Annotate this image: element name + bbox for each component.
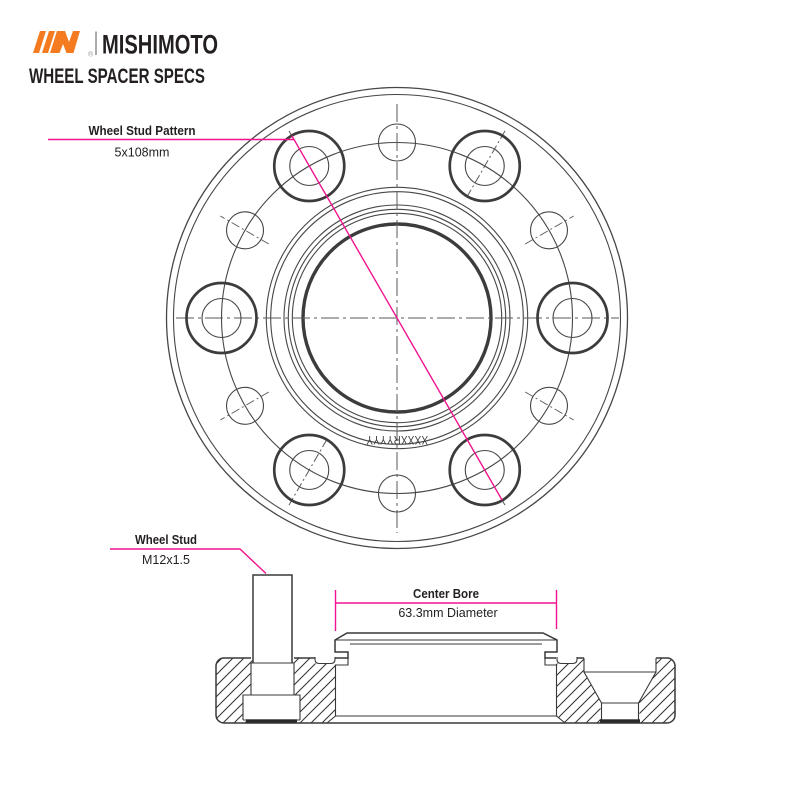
hub-profile <box>335 633 557 660</box>
stud-tick-60 <box>467 131 505 197</box>
wheel-stud-annotation <box>110 533 266 574</box>
center-bore-label: Center Bore <box>413 587 480 601</box>
hole-bottom-edge <box>600 719 640 722</box>
mishimoto-m-logo-icon <box>33 31 87 53</box>
stud-head-seat <box>246 719 297 722</box>
center-bore-value: 63.3mm Diameter <box>398 606 498 620</box>
stud-tick-240 <box>289 439 327 505</box>
etched-part-number: XXXXRYYYY <box>366 433 428 445</box>
brand-header <box>29 30 218 89</box>
registered-mark: ® <box>88 51 94 59</box>
wheel-stud-value: M12x1.5 <box>142 553 190 567</box>
wheel-stud-label: Wheel Stud <box>135 533 197 547</box>
center-bore-annotation <box>336 587 557 631</box>
brand-name: MISHIMOTO <box>102 29 218 60</box>
page-title: WHEEL SPACER SPECS <box>29 64 205 88</box>
front-view-drawing <box>48 88 628 549</box>
stud-pattern-label: Wheel Stud Pattern <box>88 124 196 138</box>
side-view-drawing <box>110 533 675 723</box>
stud-pattern-value: 5x108mm <box>114 145 170 160</box>
